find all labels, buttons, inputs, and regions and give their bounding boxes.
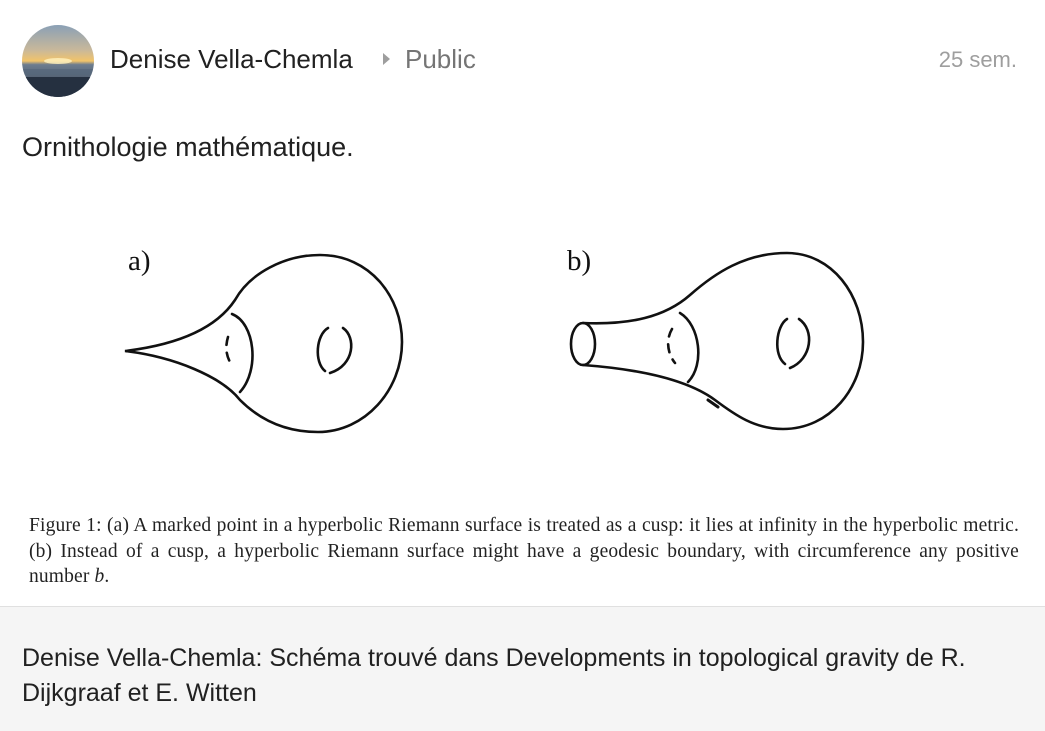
surface-b-hole-left [777, 319, 787, 364]
surface-b-geodesic-hidden [668, 329, 675, 363]
attachment-author[interactable]: Denise Vella-Chemla [22, 644, 256, 672]
surface-b-outline [583, 253, 863, 429]
attachment-separator: : [255, 644, 270, 672]
surface-a-hole-left [318, 328, 328, 371]
surface-b-hole-right [790, 319, 809, 368]
caption-variable-b: b [94, 566, 105, 587]
surface-b-boundary [571, 323, 595, 365]
attachment-description: Schéma trouvé dans Developments in topological gravity de R. Dijkgraaf et E. Witten [22, 644, 966, 707]
surface-a-geodesic-hidden [226, 337, 232, 365]
audience-label[interactable]: Public [405, 44, 476, 74]
avatar-photo [22, 25, 94, 97]
post-text: Ornithologie mathématique. [22, 132, 354, 162]
post-header [0, 0, 1045, 120]
figure-caption: Figure 1: (a) A marked point in a hyperbolic Riemann surface is treated as a cusp: it lies at infinity in the hyperbolic metric. (b) Instead of a cusp, a hyperbolic Riemann surface might have a geodesic boundary, with circumference any positive number b. [29, 515, 1019, 587]
attachment-text [22, 641, 1022, 711]
surface-a-hole-right [330, 328, 351, 373]
author-name[interactable]: Denise Vella-Chemla [110, 44, 353, 74]
post-timestamp[interactable]: 25 sem. [938, 47, 1017, 72]
avatar[interactable] [22, 25, 94, 97]
chevron-right-icon [383, 53, 390, 65]
label-a: a) [128, 245, 151, 277]
label-b: b) [567, 245, 592, 277]
attachment-box[interactable] [0, 607, 1045, 731]
surface-b-geodesic [680, 313, 698, 382]
surface-a-outline [125, 255, 402, 432]
riemann-surface-diagram [0, 205, 1045, 505]
surface-a-geodesic [232, 314, 252, 392]
